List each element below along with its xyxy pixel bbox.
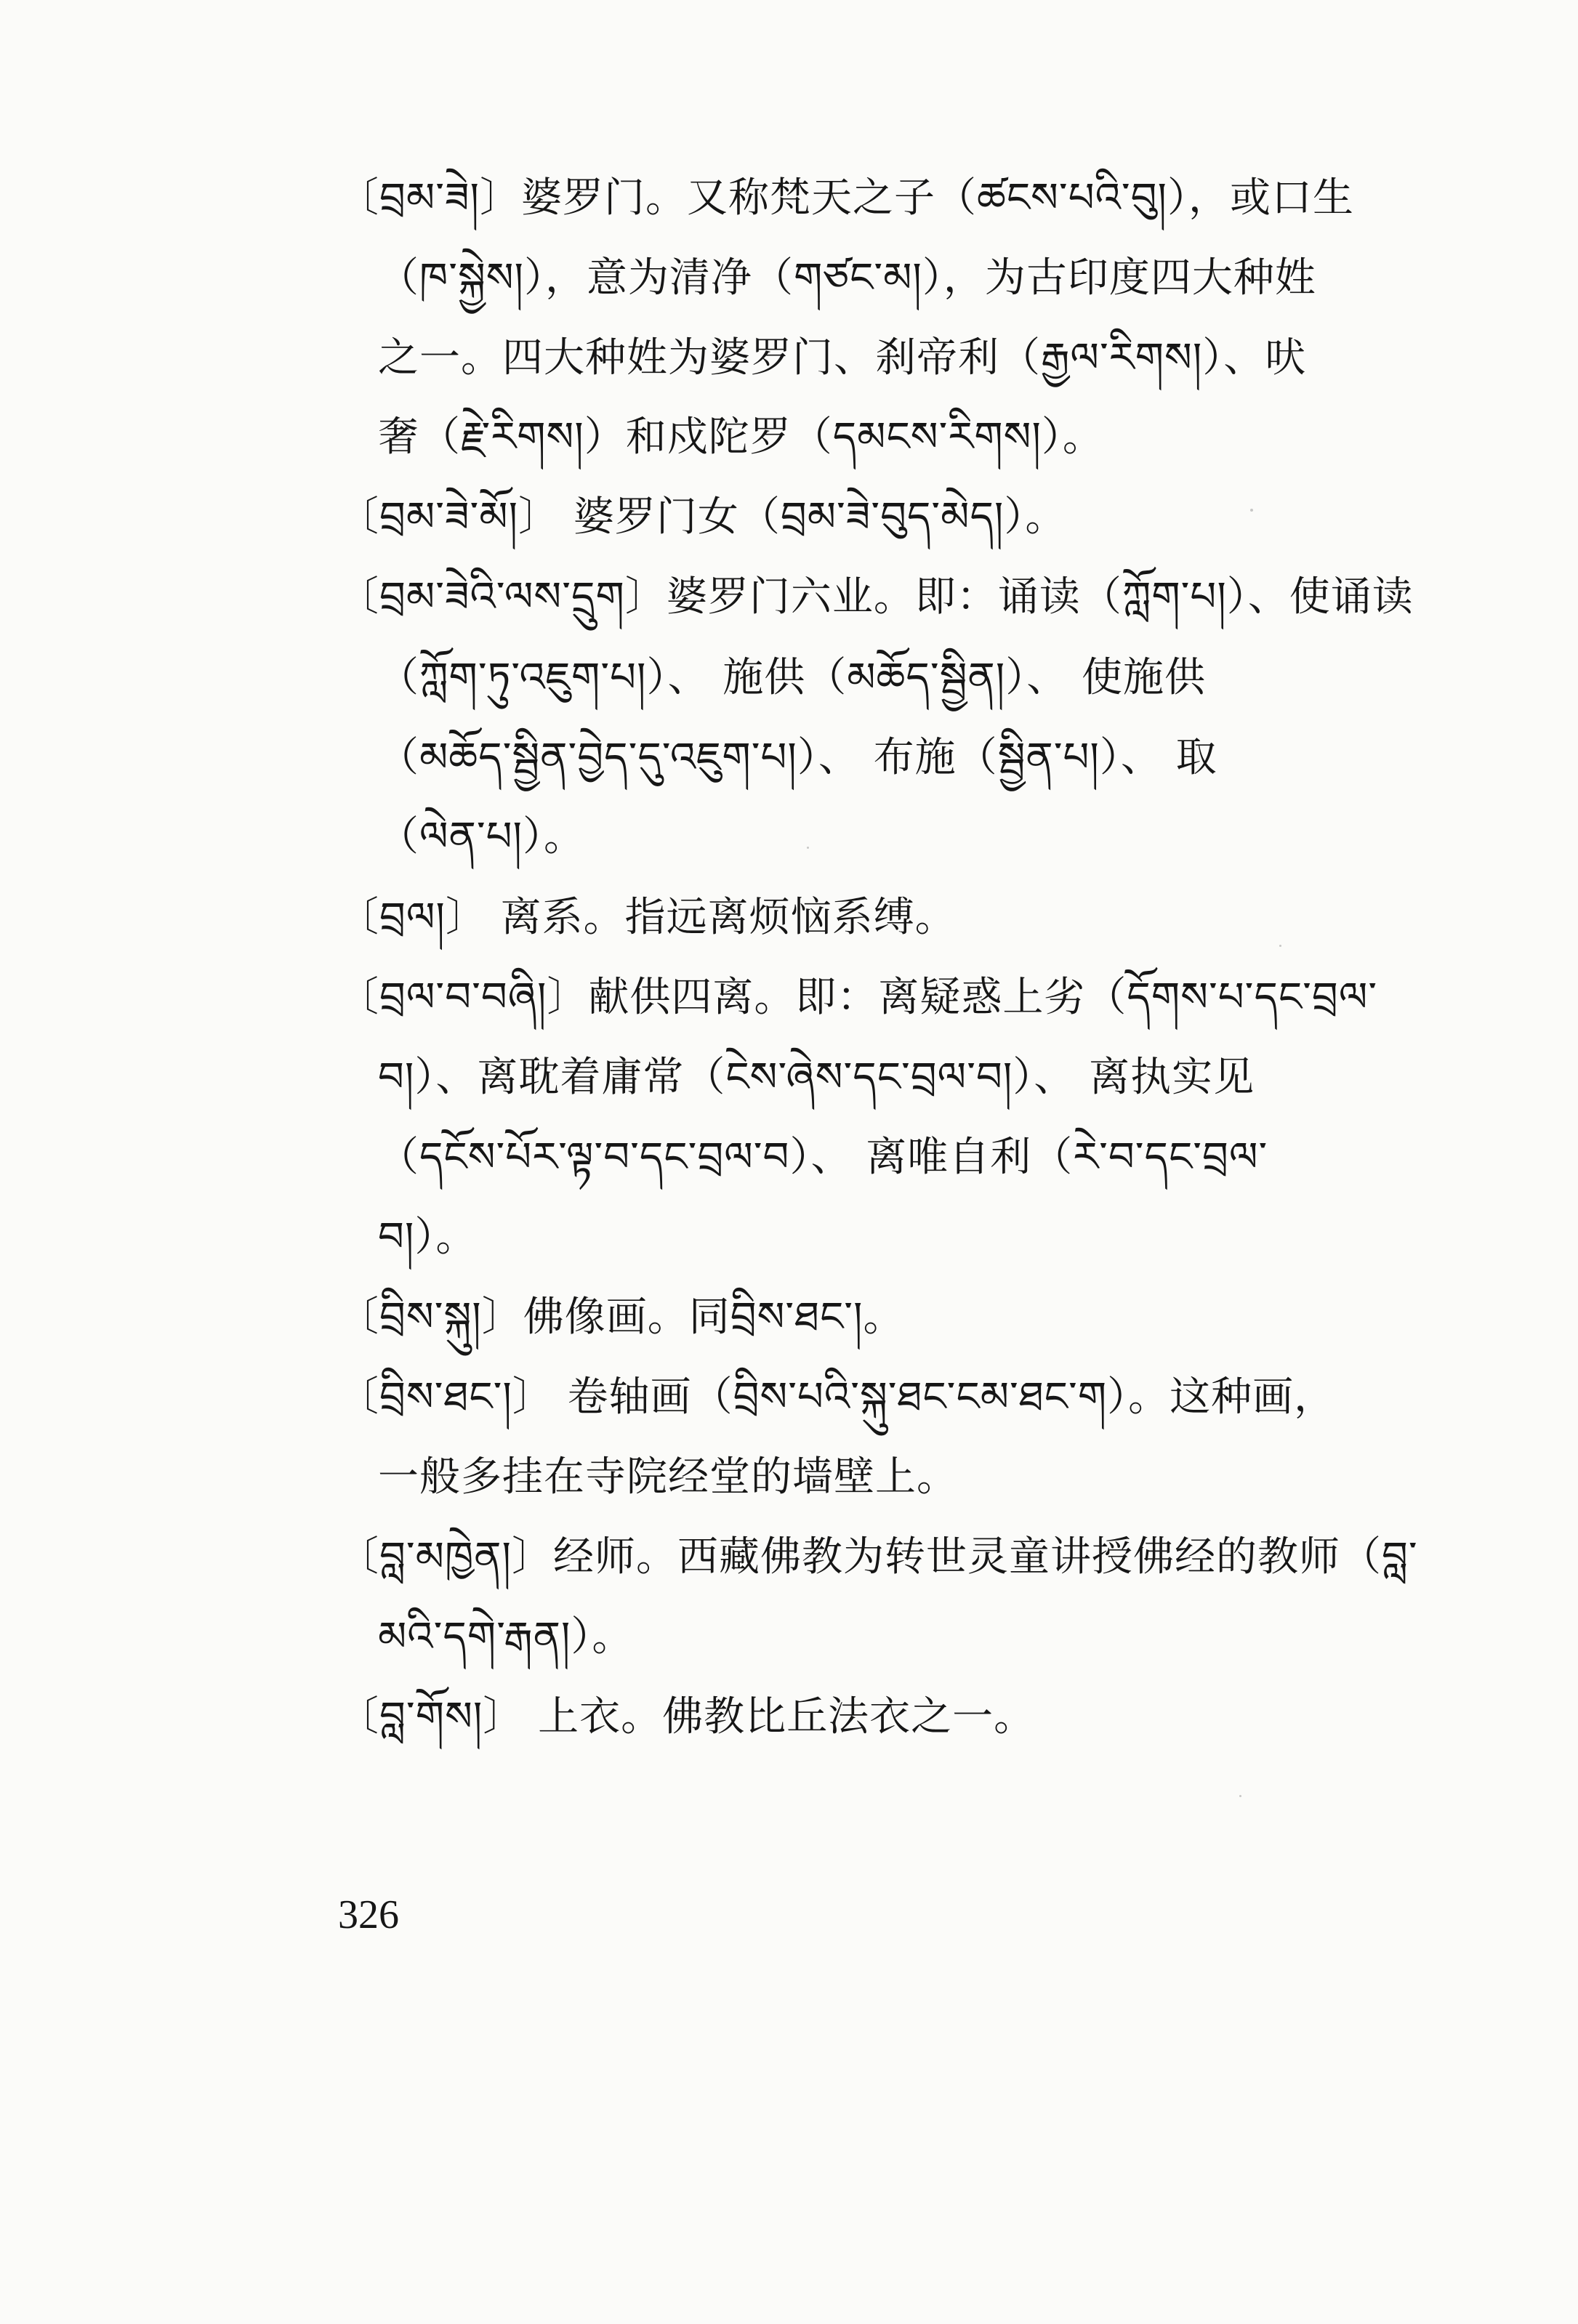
- text-line: 〔བྲམ་ཟེའི་ལས་དྲུག〕婆罗门六业。即：诵读（ཀློག་པ།）、使诵读: [338, 573, 1414, 621]
- text-line: （ཁ་སྐྱེས།），意为清净（གཙང་མ།），为古印度四大种姓: [378, 254, 1316, 302]
- text-line: 〔བྲལ།〕 离系。指远离烦恼系缚。: [338, 894, 957, 941]
- text-line: 〔བྲིས་ཐང་།〕 卷轴画（བྲིས་པའི་སྐུ་ཐང་ངམ་ཐང་ག）。这种画，: [338, 1373, 1336, 1421]
- text-line: 〔བྲིས་སྐུ།〕佛像画。同བྲིས་ཐང་།。: [338, 1294, 905, 1341]
- text-line: 〔བྲལ་བ་བཞི།〕献供四离。即：离疑惑上劣（དོགས་པ་དང་བྲལ་: [338, 974, 1378, 1021]
- print-speck: [807, 847, 809, 849]
- text-line: （ལེན་པ།）。: [378, 813, 585, 860]
- text-line: བ།）。: [378, 1214, 478, 1261]
- page-number: 326: [338, 1892, 399, 1937]
- text-line: 之一。四大种姓为婆罗门、刹帝利（རྒྱལ་རིགས།）、吠: [378, 334, 1307, 382]
- text-line: 〔བྲམ་ཟེ་མོ།〕 婆罗门女（བྲམ་ཟེ་བུད་མེད།）。: [338, 493, 1067, 541]
- print-speck: [1239, 1795, 1241, 1797]
- text-line: （དངོས་པོར་ལྟ་བ་དང་བྲལ་བ）、 离唯自利（རེ་བ་དང་བྲལ་: [378, 1134, 1268, 1181]
- text-line: 〔བླ་མཁྱེན།〕经师。西藏佛教为转世灵童讲授佛经的教师（བླ་: [338, 1533, 1418, 1581]
- text-line: བ།）、离耽着庸常（ངེས་ཞེས་དང་བྲལ་བ།）、 离执实见: [378, 1054, 1255, 1101]
- text-line: 〔བྲམ་ཟེ།〕婆罗门。又称梵天之子（ཚངས་པའི་བུ།），或口生: [338, 174, 1354, 222]
- text-line: 奢（རྗེ་རིགས།）和戍陀罗（དམངས་རིགས།）。: [378, 413, 1104, 461]
- text-line: 一般多挂在寺院经堂的墙壁上。: [378, 1453, 958, 1501]
- print-speck: [1250, 509, 1253, 512]
- print-speck: [1279, 945, 1281, 947]
- text-line: （མཆོད་སྦྱིན་བྱེད་དུ་འཇུག་པ།）、 布施（སྦྱིན་པ།）、 取: [378, 734, 1217, 781]
- text-line: 〔བླ་གོས།〕 上衣。佛教比丘法衣之一。: [338, 1693, 1036, 1740]
- text-line: （ཀློག་ཏུ་འཇུག་པ།）、 施供（མཆོད་སྦྱིན།）、 使施供: [378, 654, 1207, 701]
- text-line: མའི་དགེ་རྒན།）。: [378, 1613, 634, 1661]
